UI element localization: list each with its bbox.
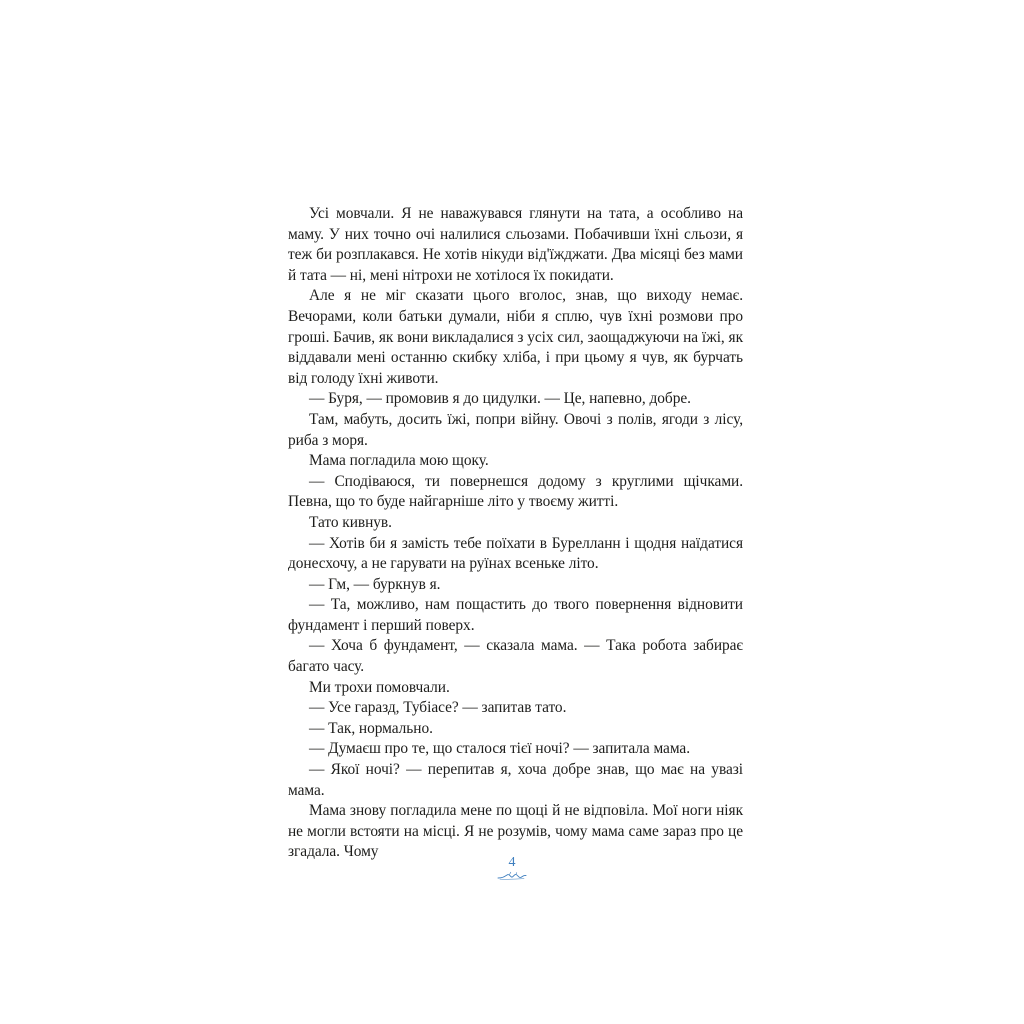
paragraph: — Думаєш про те, що сталося тієї ночі? — запитала мама. [309, 740, 690, 758]
paragraph: Там, мабуть, досить їжі, попри війну. Овочі з полів, ягоди з лісу, риба з моря. [288, 410, 743, 449]
paragraph: Тато кивнув. [309, 513, 392, 531]
paragraph: — Сподіваюся, ти повернешся додому з круглими щічками. Певна, що то буде найгарніше літо у твоєму житті. [288, 472, 743, 511]
paragraph: — Так, нормально. [309, 719, 433, 737]
paragraph: Усі мовчали. Я не наважувався глянути на тата, а особливо на маму. У них точно очі налилися сльозами. Побачивши їхні сльози, я теж би розплакався. Не хотів нікуди від'їжджати. Два місяці без мами й тата — ні, мені нітрохи не хотілося їх покидати. [288, 205, 743, 284]
page-folio [492, 855, 532, 881]
paragraph: — Та, можливо, нам пощастить до твого повернення відновити фундамент і перший поверх. [288, 596, 743, 634]
paragraph: Ми трохи помовчали. [309, 678, 450, 696]
paragraph: — Усе гаразд, Тубіасе? — запитав тато. [309, 699, 567, 717]
paragraph: — Буря, — промовив я до цидулки. — Це, напевно, добре. [309, 390, 691, 408]
paragraph: — Хоча б фундамент, — сказала мама. — Така робота забирає багато часу. [288, 637, 743, 676]
paragraph: Мама знову погладила мене по щоці й не відповіла. Мої ноги ніяк не могли встояти на місці. Я не розумів, чому мама саме зараз про це згадала. Чому [288, 802, 743, 861]
paragraph: Але я не міг сказати цього вголос, знав, що виходу немає. Вечорами, коли батьки думали, ніби я сплю, чув їхні розмови про гроші. Бачив, як вони викладалися з усіх сил, заощаджуючи на їжі, як віддавали мені останню скибку хліба, і при цьому я чув, як бурчать від голоду їхні животи. [288, 287, 743, 387]
paragraph: — Хотів би я замість тебе поїхати в Бурелланн і щодня наїдатися донесхочу, а не гарувати на руїнах всеньке літо. [288, 534, 743, 573]
body-text [288, 204, 743, 863]
page-number: 4 [508, 855, 516, 870]
paragraph: — Якої ночі? — перепитав я, хоча добре знав, що має на увазі мама. [288, 761, 743, 799]
wave-ornament-icon [497, 871, 527, 881]
paragraph: — Гм, — буркнув я. [309, 575, 441, 593]
paragraph: Мама погладила мою щоку. [309, 452, 489, 470]
